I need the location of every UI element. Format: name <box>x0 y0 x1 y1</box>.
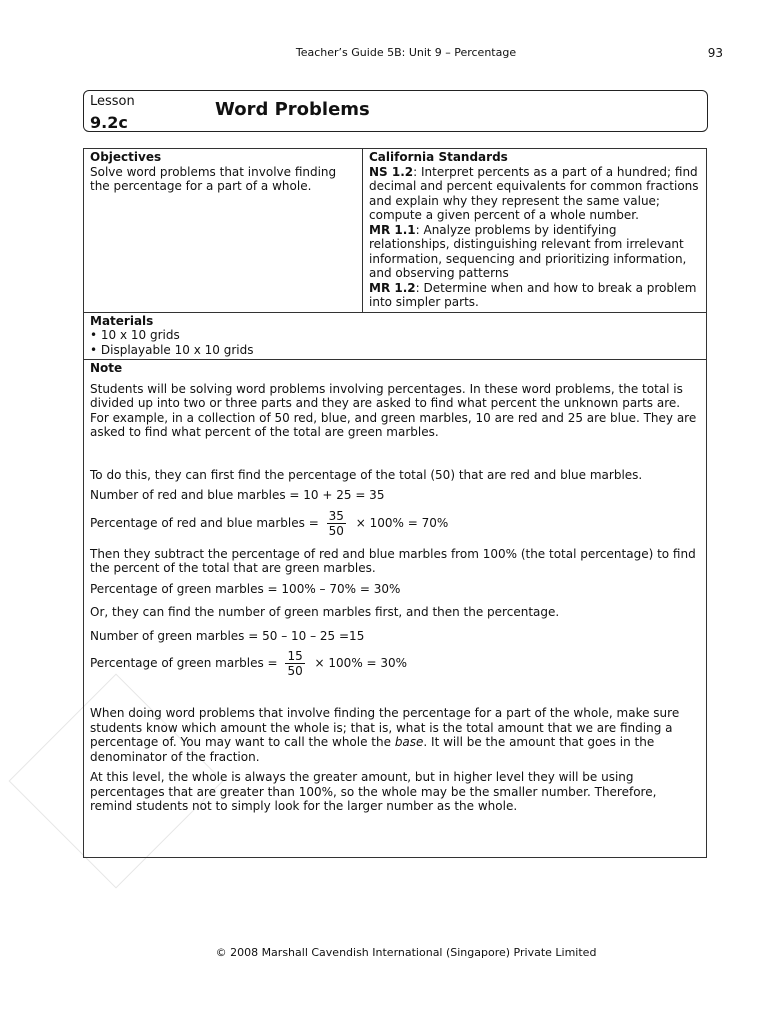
standards-heading: California Standards <box>369 150 508 164</box>
fraction <box>327 509 346 538</box>
lesson-label: Lesson <box>90 94 135 109</box>
emphasis-base: base <box>394 735 424 749</box>
lesson-title: Word Problems <box>215 99 370 120</box>
materials-item: • Displayable 10 x 10 grids <box>90 342 254 357</box>
standard-item <box>369 223 700 281</box>
equation-red-blue-percent <box>90 509 700 538</box>
note-paragraph: To do this, they can first find the percentage of the total (50) that are red and blue marbles. <box>90 467 643 482</box>
objectives-heading: Objectives <box>90 150 162 164</box>
copyright-footer: © 2008 Marshall Cavendish International (Singapore) Private Limited <box>215 946 597 959</box>
fraction-denominator: 50 <box>328 523 344 538</box>
objectives-standards-row <box>84 149 707 313</box>
standards-cell <box>363 149 707 313</box>
page-number: 93 <box>707 46 723 60</box>
note-heading: Note <box>90 361 123 375</box>
equation-prefix: Percentage of red and blue marbles = <box>90 515 319 530</box>
lesson-number: 9.2c <box>90 113 128 132</box>
note-paragraph <box>90 706 700 764</box>
lesson-title-box <box>83 90 708 132</box>
standard-item <box>369 281 700 310</box>
materials-cell <box>84 312 707 360</box>
objectives-cell <box>84 149 363 313</box>
note-paragraph: Or, they can find the number of green marbles first, and then the percentage. <box>90 605 560 619</box>
equation-suffix: × 100% = 30% <box>314 656 408 670</box>
standard-code: NS 1.2 <box>369 164 414 179</box>
note-paragraph: At this level, the whole is always the greater amount, but in higher level they will be using percentages that are greater than 100%, so the whole may be the smaller number. Therefore, remind students not to simply look for the larger number as the whole. <box>90 770 657 813</box>
note-paragraph: Then they subtract the percentage of red and blue marbles from 100% (the total percentage) to find the percent of the total that are green marbles. <box>90 546 696 575</box>
standard-code: MR 1.2 <box>369 280 416 295</box>
equation-green-fraction <box>90 649 700 678</box>
equation-prefix: Percentage of green marbles = <box>90 656 278 670</box>
standard-text: : Interpret percents as a part of a hundred; find decimal and percent equivalents for common fractions and explain why they represent the same value; compute a given percent of a whole number. <box>369 164 699 222</box>
equation-suffix: × 100% = 70% <box>355 515 449 530</box>
standard-code: MR 1.1 <box>369 222 416 237</box>
equation-green-count: Number of green marbles = 50 – 10 – 25 =15 <box>90 628 365 643</box>
fraction-numerator: 15 <box>287 649 303 663</box>
note-cell <box>84 360 707 858</box>
fraction <box>285 649 304 678</box>
note-paragraph: Students will be solving word problems involving percentages. In these word problems, the total is divided up into two or three parts and they are asked to find what percent the unknown parts are. For example, in a collection of 50 red, blue, and green marbles, 10 are red and 25 are blue. They are asked to find what percent of the total are green marbles. <box>90 381 697 439</box>
standard-item <box>369 165 700 223</box>
fraction-denominator: 50 <box>287 664 303 678</box>
text-run: When doing word problems that involve finding the percentage for a part of the whole, make sure students know which amount the whole is; that is, what is the total amount that we are finding a percentage of. You may want to call the whole the <box>90 706 680 749</box>
running-header: Teacher’s Guide 5B: Unit 9 – Percentage <box>295 46 517 59</box>
note-row <box>84 360 707 858</box>
materials-item: • 10 x 10 grids <box>90 328 180 342</box>
fraction-numerator: 35 <box>328 508 344 523</box>
standard-text: : Determine when and how to break a problem into simpler parts. <box>369 280 697 309</box>
equation-red-blue-count: Number of red and blue marbles = 10 + 25 = 35 <box>90 488 385 502</box>
standard-text: : Analyze problems by identifying relationships, distinguishing relevant from irrelevant information, sequencing and prioritizing information, and observing patterns <box>369 222 687 280</box>
equation-green-percent: Percentage of green marbles = 100% – 70% = 30% <box>90 581 401 596</box>
materials-heading: Materials <box>90 313 154 328</box>
text-run: . It will be the amount that goes in the denominator of the fraction. <box>90 735 655 764</box>
lesson-plan-table <box>83 148 707 858</box>
materials-row <box>84 312 707 360</box>
objectives-text: Solve word problems that involve finding the percentage for a part of a whole. <box>90 164 337 193</box>
